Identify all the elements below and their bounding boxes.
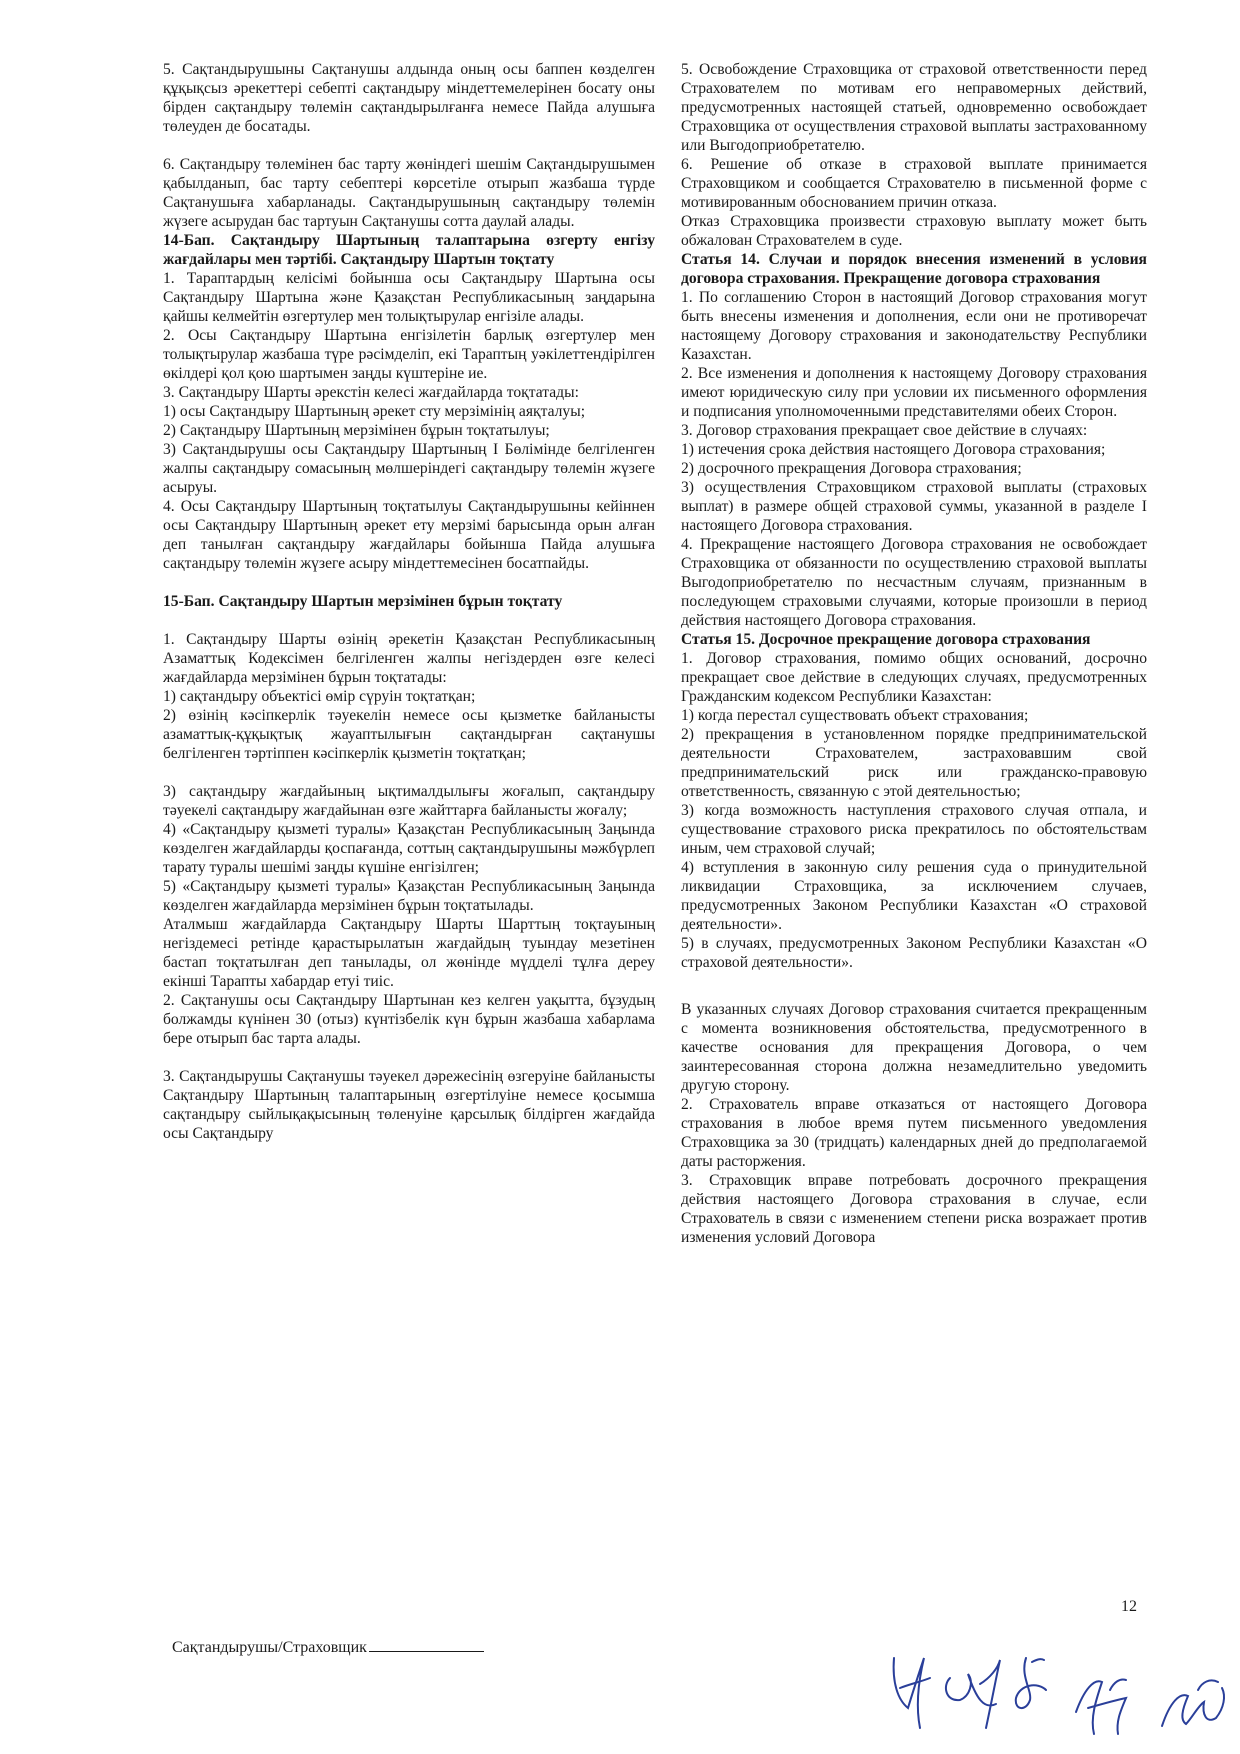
paragraph: 1. Тараптардың келісімі бойынша осы Сақтандыру Шартына осы Сақтандыру Шартына және Қазақстан Республикасының заңдарына қайшы келмейтін өзгертулер мен толықтырулар енгізіле алады.: [163, 270, 655, 325]
paragraph: 1) сақтандыру объектісі өмір сүруін тоқтатқан;: [163, 688, 476, 705]
paragraph: 2. Страхователь вправе отказаться от настоящего Договора страхования в любое время путем письменного уведомления Страховщика за 30 (тридцать) календарных дней до предполагаемой даты расторжения.: [681, 1096, 1147, 1170]
paragraph: Отказ Страховщика произвести страховую выплату может быть обжалован Страхователем в суде.: [681, 213, 1147, 249]
paragraph: 1) когда перестал существовать объект страхования;: [681, 707, 1029, 724]
paragraph: 1. По соглашению Сторон в настоящий Договор страхования могут быть внесены изменения и дополнения, если они не противоречат настоящему Договору страхования и законодательству Республики Казахстан.: [681, 289, 1147, 363]
paragraph: 2) прекращения в установленном порядке предпринимательской деятельности Страхователем, застраховавшим свой предпринимательский риск или гражданско-правовую ответственность, связанную с этой деятельностью;: [681, 726, 1147, 800]
signature-label: Сақтандырушы/Страховщик: [172, 1639, 367, 1656]
paragraph: 2) өзінің кәсіпкерлік тәуекелін немесе осы қызметке байланысты азаматтық-құқықтық жауаптылығын сақтандырған сақтанушы белгіленген тәртіппен кәсіпкерлік қызметін тоқтатқан;: [163, 707, 655, 762]
paragraph: 1. Договор страхования, помимо общих оснований, досрочно прекращает свое действие в следующих случаях, предусмотренных Гражданским кодексом Республики Казахстан:: [681, 650, 1147, 705]
handwritten-signatures: [880, 1638, 1240, 1754]
spacer: [163, 611, 655, 630]
russian-column: [681, 60, 1147, 1247]
paragraph: 4) «Сақтандыру қызметі туралы» Қазақстан Республикасының Заңында көзделген жағдайларды қоспағанда, соттың сақтандырушыны мәжбүрлеп тарату туралы шешімі заңды күшіне енгізілген;: [163, 821, 655, 876]
article-heading: Статья 14. Случаи и порядок внесения изменений в условия договора страхования. Прекращение договора страхования: [681, 251, 1147, 287]
paragraph: 2. Все изменения и дополнения к настоящему Договору страхования имеют юридическую силу при условии их письменного оформления и подписания уполномоченными представителями обеих Сторон.: [681, 365, 1147, 420]
paragraph: 3) осуществления Страховщиком страховой выплаты (страховых выплат) в размере общей страховой суммы, указанной в разделе I настоящего Договора страхования.: [681, 479, 1147, 534]
spacer: [163, 763, 655, 782]
paragraph: 4. Прекращение настоящего Договора страхования не освобождает Страховщика от обязанности по осуществлению страховой выплаты Выгодоприобретателю по несчастным случаям, признанным в последующем страховыми случаями, которые произошли в период действия настоящего Договора страхования.: [681, 536, 1147, 629]
paragraph: 1) осы Сақтандыру Шартының әрекет сту мерзімінің аяқталуы;: [163, 403, 586, 420]
page-number: 12: [1121, 1598, 1137, 1615]
paragraph: 3. Страховщик вправе потребовать досрочного прекращения действия настоящего Договора страхования в случае, если Страхователь в связи с изменением степени риска возражает против изменения условий Договора: [681, 1172, 1147, 1246]
spacer: [163, 1048, 655, 1067]
paragraph: 2. Сақтанушы осы Сақтандыру Шартынан кез келген уақытта, бұзудың болжамды күнінен 30 (отыз) күнтізбелік күн бұрын жазбаша хабарлама бере отырып бас тарта алады.: [163, 992, 655, 1047]
paragraph: 4) вступления в законную силу решения суда о принудительной ликвидации Страховщика, за исключением случаев, предусмотренных Законом Республики Казахстан «О страховой деятельности».: [681, 859, 1147, 933]
paragraph: 5) в случаях, предусмотренных Законом Республики Казахстан «О страховой деятельности».: [681, 935, 1147, 971]
article-heading: 14-Бап. Сақтандыру Шартының талаптарына өзгерту енгізу жағдайлары мен тәртібі. Сақтандыру Шартын тоқтату: [163, 232, 655, 268]
paragraph: 1. Сақтандыру Шарты өзінің әрекетін Қазақстан Республикасының Азаматтық Кодексімен белгіленген жалпы негіздерден өзге келесі жағдайларда мерзімінен бұрын тоқтатады:: [163, 631, 655, 686]
signature-line: [369, 1637, 484, 1652]
paragraph: 2) Сақтандыру Шартының мерзімінен бұрын тоқтатылуы;: [163, 422, 550, 439]
article-heading: Статья 15. Досрочное прекращение договора страхования: [681, 631, 1091, 648]
paragraph: 3. Сақтандырушы Сақтанушы тәуекел дәрежесінің өзгеруіне байланысты Сақтандыру Шартының талаптарының өзгертілуіне немесе қосымша сақтандыру сыйлықақысының төленуіне қарсылық білдірген жағдайда осы Сақтандыру: [163, 1068, 655, 1142]
paragraph: 3) сақтандыру жағдайының ықтималдылығы жоғалып, сақтандыру тәуекелі сақтандыру жағдайынан өзге жайттарға байланысты жоғалу;: [163, 783, 655, 819]
paragraph: 6. Решение об отказе в страховой выплате принимается Страховщиком и сообщается Страхователю в письменной форме с мотивированным обоснованием причин отказа.: [681, 156, 1147, 211]
paragraph: 5. Сақтандырушыны Сақтанушы алдында оның осы баппен көзделген құқықсыз әрекеттері себепті сақтандыру міндеттемелерінен босату оны бірден сақтандыру төлемін сақтандырылғанға немесе Пайда алушыға төлеуден де босатады.: [163, 61, 655, 135]
paragraph: 3. Договор страхования прекращает свое действие в случаях:: [681, 422, 1088, 439]
paragraph: 5) «Сақтандыру қызметі туралы» Қазақстан Республикасының Заңында көзделген жағдайларда мерзімінен бұрын тоқтатылады.: [163, 878, 655, 914]
spacer: [681, 991, 1147, 1000]
spacer: [163, 573, 655, 592]
spacer: [681, 972, 1147, 991]
signature-field: [172, 1637, 484, 1657]
paragraph: 3) Сақтандырушы осы Сақтандыру Шартының I Бөлімінде белгіленген жалпы сақтандыру сомасының мөлшеріндегі сақтандыру төлемін жүзеге асыруы.: [163, 441, 655, 496]
paragraph: В указанных случаях Договор страхования считается прекращенным с момента возникновения обстоятельства, предусмотренного в качестве основания для прекращения Договора, о чем заинтересованная сторона должна незамедлительно уведомить другую сторону.: [681, 1001, 1147, 1094]
spacer: [163, 136, 655, 155]
article-heading: 15-Бап. Сақтандыру Шартын мерзімінен бұрын тоқтату: [163, 593, 563, 610]
paragraph: 6. Сақтандыру төлемінен бас тарту жөніндегі шешім Сақтандырушымен қабылданып, бас тарту себептері көрсетіле отырып жазбаша түрде Сақтанушыға хабарланады. Сақтандырушының сақтандыру төлемін жүзеге асырудан бас тартуын Сақтанушы сотта даулай алады.: [163, 156, 655, 230]
paragraph: 2. Осы Сақтандыру Шартына енгізілетін барлық өзгертулер мен толықтырулар жазбаша түре рәсімделіп, екі Тараптың уәкілеттендірілген өкілдері қол қою шартымен заңды күштеріне ие.: [163, 327, 655, 382]
paragraph: 1) истечения срока действия настоящего Договора страхования;: [681, 441, 1106, 458]
paragraph: 5. Освобождение Страховщика от страховой ответственности перед Страхователем по мотивам его неправомерных действий, предусмотренных настоящей статьей, одновременно освобождает Страховщика от осуществления страховой выплаты застрахованному или Выгодоприобретателю.: [681, 61, 1147, 154]
paragraph: Аталмыш жағдайларда Сақтандыру Шарты Шарттың тоқтауының негіздемесі ретінде қарастырылатын жағдайдың туындау мезетінен бастап тоқтатылған деп танылады, ол жөнінде мүдделі тұлға дереу екінші Тарапты хабардар етуі тиіс.: [163, 916, 655, 990]
paragraph: 4. Осы Сақтандыру Шартының тоқтатылуы Сақтандырушыны кейіннен осы Сақтандыру Шартының әрекет ету мерзімі барысында орын алған деп танылған сақтандыру жағдайлары бойынша Пайда алушыға сақтандыру төлемін жүзеге асыру міндеттемесінен босатпайды.: [163, 498, 655, 572]
paragraph: 3. Сақтандыру Шарты әрекстін келесі жағдайларда тоқтатады:: [163, 384, 579, 401]
kazakh-column: [163, 60, 655, 1143]
paragraph: 3) когда возможность наступления страхового случая отпала, и существование страхового риска прекратилось по обстоятельствам иным, чем страховой случай;: [681, 802, 1147, 857]
paragraph: 2) досрочного прекращения Договора страхования;: [681, 460, 1022, 477]
